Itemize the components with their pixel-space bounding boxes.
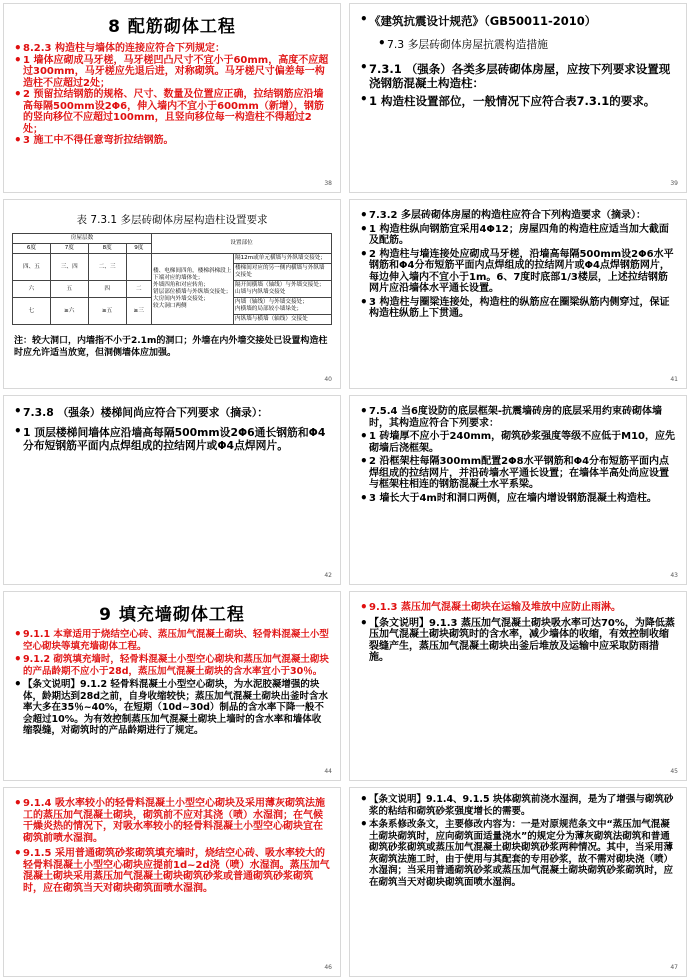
slide-46 [3, 787, 341, 977]
bullet-icon: • [360, 600, 368, 614]
page-number: 45 [670, 768, 678, 775]
table-row: 七 ≥六 ≥五 ≥三 内墙（轴线）与外墙交接处； 内横墙的局部较小墙垛处； [13, 298, 332, 315]
page-number: 43 [670, 572, 678, 579]
slide-title: 8 配筋砌体工程 [108, 17, 236, 37]
list-item: • 【条文说明】9.1.4、9.1.5 块体砌筑前浇水湿润，是为了增强与砌筑砂浆的粘结和砌筑砂浆强度增长的需要。 [360, 792, 674, 817]
list-item: • 1 砖墙厚不应小于240mm，砌筑砂浆强度等级不应低于M10，应先砌墙后浇框架。 [360, 429, 676, 454]
list-item: • 【条文说明】9.1.2 轻骨料混凝土小型空心砌块，为水泥胶凝增强的块体，龄期达到28d之前，自身收缩较快；蒸压加气混凝土砌块出釜时含水率大多在35％~40%，在短期（10d~30d）制品的含水率下降一般不会超过10%。为有效控制蒸压加气混凝土砌块上墙时的含水率和墙体收缩裂缝，对砌筑时的产品龄期进行了规定。 [14, 677, 329, 736]
list-item: • 9.1.1 本章适用于烧结空心砖、蒸压加气混凝土砌块、轻骨料混凝土小型空心砌块等填充墙砌体工程。 [14, 627, 329, 652]
list-item: • 【条文说明】9.1.3 蒸压加气混凝土砌块吸水率可达70%，为降低蒸压加气混凝土砌块砌筑时的含水率，减少墙体的收缩，有效控制收缩裂缝产生，蒸压加气混凝土砌块出釜后堆放及运输中应采取防雨措施。 [360, 615, 675, 663]
slide-40 [3, 199, 341, 389]
page-number: 41 [670, 376, 678, 383]
bullet-icon: • [14, 52, 22, 67]
slide-title: 9 填充墙砌体工程 [99, 605, 245, 625]
bullet-icon: • [360, 12, 368, 26]
list-item: • 1 构造柱纵向钢筋宜采用4Φ12；房屋四角的构造柱应适当加大截面及配筋。 [360, 221, 669, 246]
bullet-icon: • [14, 133, 22, 147]
list-item: • 9.1.4 吸水率较小的轻骨料混凝土小型空心砌块及采用薄灰砌筑法施工的蒸压加气混凝土砌块，砌筑前不应对其浇（喷）水湿润；在气候干燥炎热的情况下，对吸水率较小的轻骨料混凝土小型空心砌块宜在砌筑前喷水湿润。 [14, 796, 325, 844]
bullet-icon: • [360, 91, 368, 106]
slide-41 [349, 199, 687, 389]
slide-45 [349, 591, 687, 781]
bullet-icon: • [360, 208, 368, 222]
table-row: 六 五 四 二 隔开间横墙（轴线）与外墙交接处； 山墙与内纵墙交接处 [13, 281, 332, 298]
bullet-icon: • [360, 221, 368, 236]
list-item: • 7.3.8 （强条）楼梯间尚应符合下列要求（摘录）： [14, 404, 269, 419]
bullet-icon: • [14, 677, 22, 691]
slide-38 [3, 3, 341, 193]
bullet-icon: • [14, 846, 22, 860]
table-header: 6度 [13, 244, 51, 254]
list-item: • 3 墙长大于4m时和洞口两侧，应在墙内增设钢筋混凝土构造柱。 [360, 490, 657, 505]
list-item: • 7.5.4 当6度设防的底层框架-抗震墙砖房的底层采用约束砖砌体墙时，其构造应符合下列要求： [360, 404, 663, 429]
slide-44 [3, 591, 341, 781]
page-number: 40 [324, 376, 332, 383]
bullet-icon: • [14, 423, 22, 438]
list-item: • 8.2.3 构造柱与墙体的连接应符合下列规定： [14, 41, 225, 55]
page-number: 42 [324, 572, 332, 579]
list-item: • 9.1.2 砌筑填充墙时，轻骨料混凝土小型空心砌块和蒸压加气混凝土砌块的产品龄期不应小于28d，蒸压加气混凝土砌块的含水率宜小于30％。 [14, 652, 329, 677]
bullet-icon: • [360, 817, 368, 831]
list-item: • 3 构造柱与圈梁连接处，构造柱的纵筋应在圈梁纵筋内侧穿过，保证构造柱纵筋上下贯通。 [360, 294, 670, 319]
list-item: • 9.1.5 采用普通砌筑砂浆砌筑填充墙时，烧结空心砖、吸水率较大的轻骨料混凝土小型空心砌块应提前1d~2d浇（喷）水湿润。蒸压加气混凝土砌块采用蒸压加气混凝土砌块砌筑砂浆或普通砌筑砂浆砌筑时，应在砌筑当天对砌块砌筑面喷水湿润。 [14, 846, 330, 894]
table-row: 四、五 三、四 二、三 楼、电梯间四角，楼梯斜梯段上下端对应的墙体处； 外墙四角和对应转角； 错层部位横墙与外纵墙交接处； 大房间内外墙交接处； 较大洞口两侧 隔12m或单元横墙与外纵墙交接处； [13, 254, 332, 264]
table-note: 注：较大洞口，内墙指不小于2.1m的洞口；外墙在内外墙交接处已设置构造柱时应允许适当放宽，但洞侧墙体应加强。 [14, 336, 328, 358]
bullet-icon: • [360, 59, 368, 74]
table-header: 9度 [126, 244, 151, 254]
bullet-icon: • [360, 454, 368, 468]
table-row: 楼梯间对应的另一侧内横墙与外纵墙交接处 [13, 264, 332, 281]
list-item: • 《建筑抗震设计规范》（GB50011-2010） [360, 12, 597, 28]
page-number: 44 [324, 768, 332, 775]
list-item: • 1 构造柱设置部位，一般情况下应符合表7.3.1的要求。 [360, 91, 656, 108]
section-heading: • 7.3 多层砖砌体房屋抗震构造措施 [378, 36, 548, 51]
bullet-icon: • [360, 404, 368, 418]
table-row: 内纵墙与横墙（轴线）交接处 [13, 315, 332, 325]
list-item: • 1 顶层楼梯间墙体应沿墙高每隔500mm设2Φ6通长钢筋和Φ4分布短钢筋平面内点焊组成的拉结网片或Φ4点焊网片。 [14, 423, 326, 452]
list-item: • 2 构造柱与墙连接处应砌成马牙槎，沿墙高每隔500mm设2Φ6水平钢筋和Φ4分布短筋平面内点焊组成的拉结网片或Φ4点焊钢筋网片，每边伸入墙内不宜小于1m。6、7度时底部1/3楼层，上述拉结钢筋网片应沿墙体水平通长设置。 [360, 246, 674, 294]
table-header: 7度 [50, 244, 88, 254]
list-item: • 本条系修改条文，主要修改内容为：一是对原规范条文中“蒸压加气混凝土砌块砌筑时，应向砌筑面适量浇水”的规定分为薄灰砌筑法砌筑和普通砌筑砂浆砌筑或蒸压加气混凝土砌块砌筑砂浆两种情况。其中，当采用薄灰砌筑法施工时，由于使用与其配套的专用砂浆，故不需对砌块浇（喷）水湿润；当采用普通砌筑砂浆或蒸压加气混凝土砌块砌筑砂浆砌筑时，应在砌筑当天对砌块砌筑面喷水湿润。 [360, 817, 674, 888]
page-number: 46 [324, 964, 332, 971]
list-item: • 2 预留拉结钢筋的规格、尺寸、数量及位置应正确，拉结钢筋应沿墙高每隔500mm设2Φ6，伸入墙内不宜小于600mm（新增），钢筋的竖向移位不应超过100mm，且竖向移位每一构造柱不得超过2处； [14, 87, 324, 135]
list-item: • 3 施工中不得任意弯折拉结钢筋。 [14, 133, 174, 147]
page-number: 38 [324, 180, 332, 187]
slide-47 [349, 787, 687, 977]
table-header: 8度 [88, 244, 126, 254]
bullet-icon: • [360, 294, 368, 309]
bullet-icon: • [14, 652, 22, 666]
bullet-icon: • [14, 796, 22, 810]
list-item: • 1 墙体应砌成马牙槎，马牙槎凹凸尺寸不宜小于60mm，高度不应超过300mm，马牙槎应先退后进，对称砌筑。马牙槎尺寸偏差每一构造柱不应超过2处； [14, 52, 329, 89]
bullet-icon: • [14, 41, 22, 55]
table-header: 设置部位 [152, 234, 332, 254]
list-item: • 7.3.2 多层砖砌体房屋的构造柱应符合下列构造要求（摘录）： [360, 208, 646, 222]
slide-39 [349, 3, 687, 193]
list-item: • 7.3.1 （强条）各类多层砖砌体房屋，应按下列要求设置现浇钢筋混凝土构造柱： [360, 59, 671, 90]
slide-42 [3, 395, 341, 585]
bullet-icon: • [360, 490, 368, 505]
bullet-icon: • [360, 246, 368, 261]
slide-43 [349, 395, 687, 585]
bullet-icon: • [14, 627, 22, 641]
bullet-icon: • [14, 404, 22, 418]
page-number: 39 [670, 180, 678, 187]
fortification-table [12, 233, 332, 325]
bullet-icon: • [378, 36, 386, 50]
list-item: • 9.1.3 蒸压加气混凝土砌块在运输及堆放中应防止雨淋。 [360, 600, 621, 614]
list-item: • 2 沿框架柱每隔300mm配置2Φ8水平钢筋和Φ4分布短筋平面内点焊组成的拉结网片，并沿砖墙水平通长设置；在墙体半高处尚应设置与框架柱相连的钢筋混凝土水平系梁。 [360, 454, 670, 490]
bullet-icon: • [360, 792, 368, 806]
bullet-icon: • [360, 615, 368, 630]
page-number: 47 [670, 964, 678, 971]
table-title: 表 7.3.1 多层砖砌体房屋构造柱设置要求 [76, 214, 268, 226]
bullet-icon: • [14, 87, 22, 101]
table-header: 房屋层数 [13, 234, 152, 244]
bullet-icon: • [360, 429, 368, 443]
